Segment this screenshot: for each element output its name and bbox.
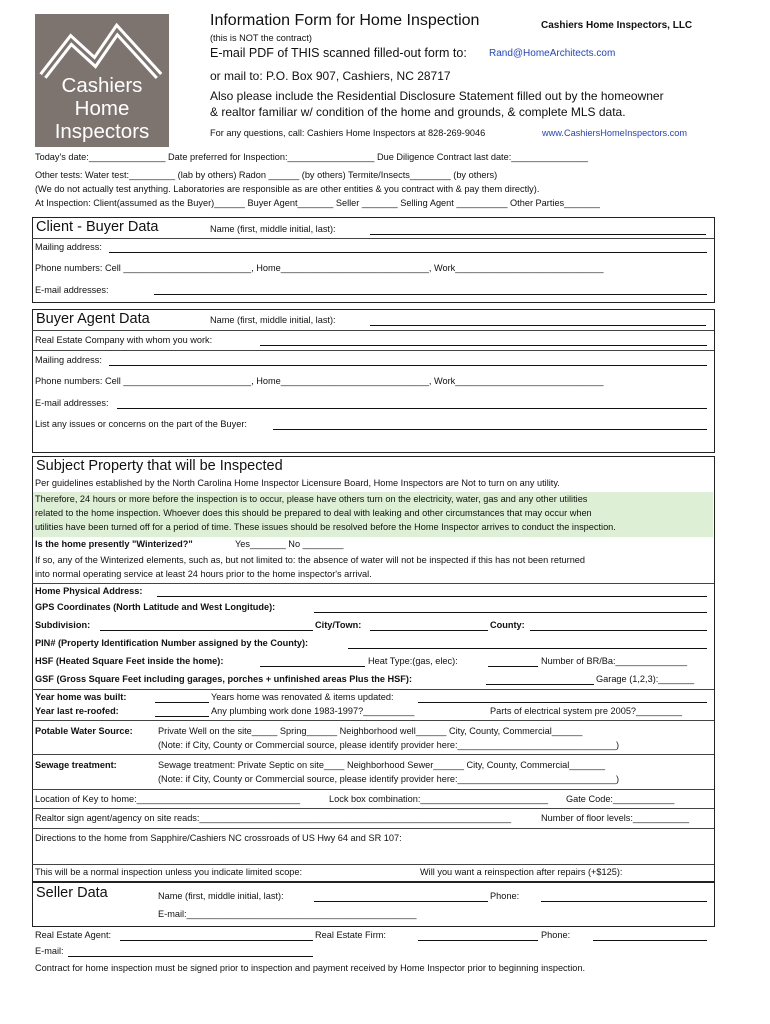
- winterized-yes-no[interactable]: Yes_______ No ________: [235, 539, 344, 549]
- guideline-text: Per guidelines established by the North Carolina Home Inspector Licensure Board, Home Inspectors are Not to turn on any utility.: [35, 478, 560, 488]
- hsf-label: HSF (Heated Square Feet inside the home):: [35, 656, 224, 666]
- divider: [32, 350, 714, 351]
- county-field[interactable]: [530, 630, 707, 631]
- year-built-field[interactable]: [155, 702, 209, 703]
- divider: [32, 689, 714, 690]
- firm-field[interactable]: [418, 940, 538, 941]
- email2-label: E-mail:: [35, 946, 64, 956]
- year-roofed-field[interactable]: [155, 716, 209, 717]
- client-heading: Client - Buyer Data: [36, 219, 159, 235]
- floor-levels-field[interactable]: Number of floor levels:___________: [541, 813, 690, 823]
- client-name-field[interactable]: [370, 234, 706, 235]
- other-tests-row[interactable]: Other tests: Water test:_________ (lab by others) Radon ______ (by others) Termite/Insects________ (by others): [35, 170, 498, 180]
- agent-name-label: Name (first, middle initial, last):: [210, 315, 336, 325]
- winterized-note-2: into normal operating service at least 24 hours prior to the home inspector's arrival.: [35, 569, 372, 579]
- electrical-field[interactable]: Parts of electrical system pre 2005?_________: [490, 706, 683, 716]
- gps-label: GPS Coordinates (North Latitude and West Longitude):: [35, 602, 276, 612]
- divider: [32, 330, 714, 331]
- hsf-field[interactable]: [260, 666, 365, 667]
- sewage-label: Sewage treatment:: [35, 760, 117, 770]
- sewage-provider-note[interactable]: (Note: if City, County or Commercial source, please identify provider here:_______________________________): [158, 774, 620, 784]
- footer-note: Contract for home inspection must be signed prior to inspection and payment received by Home Inspector prior to beginning inspection.: [35, 963, 586, 973]
- seller-heading: Seller Data: [36, 885, 108, 901]
- plumbing-field[interactable]: Any plumbing work done 1983-1997?__________: [211, 706, 415, 716]
- email-instruction: E-mail PDF of THIS scanned filled-out form to:: [210, 46, 467, 60]
- buyer-issues-label: List any issues or concerns on the part of the Buyer:: [35, 419, 247, 429]
- divider: [32, 720, 714, 721]
- county-label: County:: [490, 620, 525, 630]
- renovated-field[interactable]: [418, 702, 707, 703]
- key-location-field[interactable]: Location of Key to home:________________________________: [35, 794, 301, 804]
- questions-note: For any questions, call: Cashiers Home Inspectors at 828-269-9046: [210, 128, 486, 138]
- client-mailing-label: Mailing address:: [35, 242, 102, 252]
- seller-section: [32, 882, 715, 927]
- garage-field[interactable]: Garage (1,2,3):_______: [596, 674, 695, 684]
- disclosure-note-1: Also please include the Residential Disclosure Statement filled out by the homeowner: [210, 89, 664, 103]
- water-source-options[interactable]: Private Well on the site_____ Spring______ Neighborhood well______ City, County, Commercial______: [158, 726, 583, 736]
- divider: [32, 828, 714, 829]
- seller-email-field[interactable]: E-mail:_____________________________________________: [158, 909, 417, 919]
- seller-name-field[interactable]: [314, 901, 488, 902]
- address-label: Home Physical Address:: [35, 586, 143, 596]
- agent-name-field[interactable]: [370, 325, 706, 326]
- client-name-label: Name (first, middle initial, last):: [210, 224, 336, 234]
- gsf-field[interactable]: [486, 684, 594, 685]
- pin-field[interactable]: [348, 648, 707, 649]
- client-mailing-field[interactable]: [109, 252, 707, 253]
- agent-mailing-field[interactable]: [109, 365, 707, 366]
- city-label: City/Town:: [315, 620, 362, 630]
- logo-text-2: Home: [74, 97, 130, 120]
- client-email-label: E-mail addresses:: [35, 285, 109, 295]
- not-test-note: (We do not actually test anything. Laboratories are responsible as are other entities & you contract with & pay them directly).: [35, 184, 540, 194]
- agent-mailing-label: Mailing address:: [35, 355, 102, 365]
- year-built-label: Year home was built:: [35, 692, 127, 702]
- logo-text-1: Cashiers: [61, 74, 143, 97]
- seller-name-label: Name (first, middle initial, last):: [158, 891, 284, 901]
- subject-heading: Subject Property that will be Inspected: [36, 458, 283, 474]
- lockbox-field[interactable]: Lock box combination:_________________________: [329, 794, 549, 804]
- bedrooms-baths-field[interactable]: Number of BR/Ba:______________: [541, 656, 688, 666]
- phone2-field[interactable]: [593, 940, 707, 941]
- dates-row[interactable]: Today's date:_______________ Date preferred for Inspection:_________________ Due Diligence Contract last date:_______________: [35, 152, 588, 162]
- disclosure-note-2: & realtor familiar w/ condition of the home and grounds, & complete MLS data.: [210, 105, 626, 119]
- realtor-sign-field[interactable]: Realtor sign agent/agency on site reads:_____________________________________________________________: [35, 813, 512, 823]
- notice-line-1: Therefore, 24 hours or more before the inspection is to occur, please have others turn on the electricity, water, gas and any other utilities: [35, 494, 588, 504]
- agent2-label: Real Estate Agent:: [35, 930, 112, 940]
- company-logo: [35, 14, 169, 147]
- agent2-field[interactable]: [120, 940, 313, 941]
- renovated-label: Years home was renovated & items updated:: [211, 692, 394, 702]
- directions-label: Directions to the home from Sapphire/Cashiers NC crossroads of US Hwy 64 and SR 107:: [35, 833, 402, 843]
- logo-text-3: Inspectors: [54, 120, 150, 143]
- address-field[interactable]: [157, 596, 707, 597]
- gps-field[interactable]: [314, 612, 707, 613]
- divider: [32, 754, 714, 755]
- water-source-label: Potable Water Source:: [35, 726, 133, 736]
- notice-line-3: utilities have been turned off for a period of time. These issues should be resolved before the Home Inspector arrives to conduct the inspection.: [35, 522, 616, 532]
- subdivision-field[interactable]: [100, 630, 313, 631]
- at-inspection-row[interactable]: At Inspection: Client(assumed as the Buyer)______ Buyer Agent_______ Seller _______ Selling Agent __________ Other Parties_______: [35, 198, 600, 208]
- phone2-label: Phone:: [541, 930, 571, 940]
- winterized-note-1: If so, any of the Winterized elements, such as, but not limited to: the absence of water will not be inspected if this has not been returned: [35, 555, 586, 565]
- utilities-notice: [33, 492, 713, 537]
- year-roofed-label: Year last re-roofed:: [35, 706, 119, 716]
- email-link[interactable]: Rand@HomeArchitects.com: [489, 48, 616, 59]
- buyer-agent-heading: Buyer Agent Data: [36, 311, 150, 327]
- subdivision-label: Subdivision:: [35, 620, 91, 630]
- gsf-label: GSF (Gross Square Feet including garages, porches + unfinished areas Plus the HSF):: [35, 674, 413, 684]
- website-link[interactable]: www.CashiersHomeInspectors.com: [542, 128, 688, 138]
- company-name: Cashiers Home Inspectors, LLC: [541, 20, 693, 31]
- buyer-issues-field[interactable]: [273, 429, 707, 430]
- limited-scope-label[interactable]: This will be a normal inspection unless you indicate limited scope:: [35, 867, 303, 877]
- seller-phone-field[interactable]: [541, 901, 707, 902]
- divider: [32, 808, 714, 809]
- client-email-field[interactable]: [154, 294, 707, 295]
- email2-field[interactable]: [68, 956, 313, 957]
- divider: [32, 583, 714, 584]
- water-provider-note[interactable]: (Note: if City, County or Commercial source, please identify provider here:_______________________________): [158, 740, 620, 750]
- winterized-question: Is the home presently "Winterized?": [35, 539, 193, 549]
- pin-label: PIN# (Property Identification Number assigned by the County):: [35, 638, 309, 648]
- client-phone-row[interactable]: Phone numbers: Cell _________________________, Home_____________________________, Work_____________________________: [35, 263, 604, 273]
- agent-company-label: Real Estate Company with whom you work:: [35, 335, 213, 345]
- heat-type-field[interactable]: [488, 666, 538, 667]
- form-title: Information Form for Home Inspection: [210, 12, 480, 29]
- mail-instruction: or mail to: P.O. Box 907, Cashiers, NC 28717: [210, 69, 451, 83]
- firm-label: Real Estate Firm:: [315, 930, 386, 940]
- divider: [32, 789, 714, 790]
- sewage-options[interactable]: Sewage treatment: Private Septic on site____ Neighborhood Sewer______ City, County, Commercial_______: [158, 760, 606, 770]
- notice-line-2: related to the home inspection. Whoever does this should be prepared to deal with leaking and other circumstances that may occur when: [35, 508, 592, 518]
- agent-email-label: E-mail addresses:: [35, 398, 109, 408]
- agent-phone-row[interactable]: Phone numbers: Cell _________________________, Home_____________________________, Work_____________________________: [35, 376, 604, 386]
- agent-company-field[interactable]: [260, 345, 707, 346]
- agent-email-field[interactable]: [117, 408, 707, 409]
- city-field[interactable]: [370, 630, 488, 631]
- gate-code-field[interactable]: Gate Code:____________: [566, 794, 675, 804]
- heat-type-label: Heat Type:(gas, elec):: [368, 656, 458, 666]
- directions-field[interactable]: [32, 864, 714, 865]
- divider: [32, 238, 714, 239]
- seller-phone-label: Phone:: [490, 891, 520, 901]
- reinspection-label[interactable]: Will you want a reinspection after repairs (+$125):: [420, 867, 623, 877]
- not-contract-note: (this is NOT the contract): [210, 33, 312, 43]
